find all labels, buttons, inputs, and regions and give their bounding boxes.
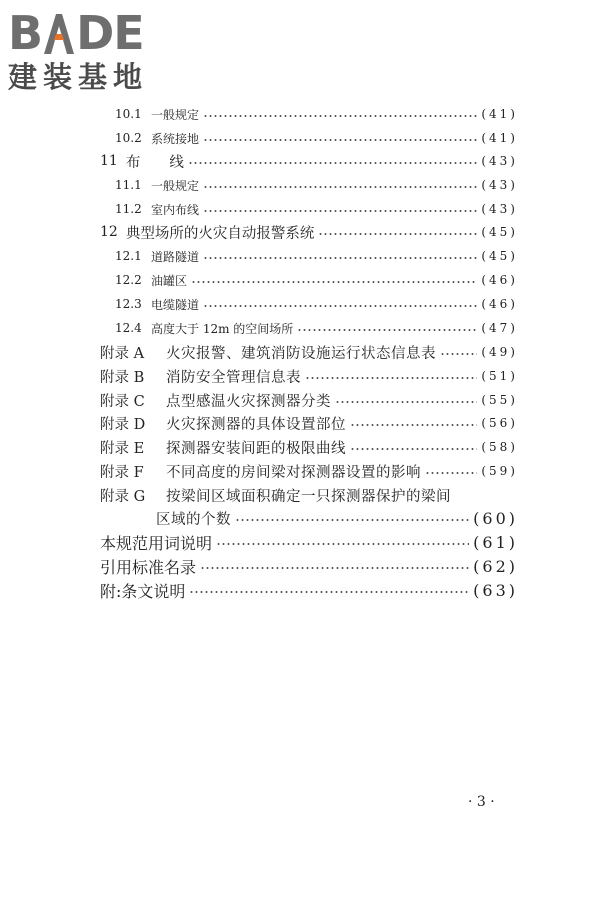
toc-entry-number: 附录 E xyxy=(100,440,145,457)
toc-dot-leader xyxy=(189,591,469,593)
toc-dot-leader xyxy=(203,115,477,117)
toc-entry-page: (55) xyxy=(481,393,518,407)
page-number: · 3 · xyxy=(468,794,495,810)
toc-dot-leader xyxy=(203,186,477,188)
toc-dot-leader xyxy=(188,162,478,164)
logo-wordmark xyxy=(8,6,178,60)
toc-entry[interactable] xyxy=(115,293,518,315)
toc-dot-leader xyxy=(425,472,477,474)
toc-entry-page: (61) xyxy=(473,532,518,552)
toc-entry-title: 附:条文说明 xyxy=(100,581,186,601)
toc-entry-page: (41) xyxy=(481,107,518,121)
toc-entry-title: 不同高度的房间梁对探测器设置的影响 xyxy=(166,464,421,481)
toc-entry-page: (43) xyxy=(481,154,518,168)
toc-entry-number: 10.1 xyxy=(115,107,142,121)
toc-entry-number: 10.2 xyxy=(115,131,142,145)
toc-entry[interactable] xyxy=(156,507,518,529)
toc-entry-page: (47) xyxy=(481,321,518,335)
toc-dot-leader xyxy=(235,519,469,521)
toc-entry[interactable] xyxy=(100,221,518,243)
toc-entry[interactable] xyxy=(115,127,518,149)
toc-entry-title: 探测器安装间距的极限曲线 xyxy=(166,440,346,457)
toc-entry-title: 点型感温火灾探测器分类 xyxy=(166,393,331,410)
toc-entry-page: (63) xyxy=(473,580,518,600)
toc-dot-leader xyxy=(440,353,477,355)
toc-entry[interactable] xyxy=(115,198,518,220)
toc-entry[interactable] xyxy=(100,436,518,458)
toc-entry-number: 附录 B xyxy=(100,369,145,386)
logo-letter-a-icon xyxy=(42,10,76,56)
toc-entry-title: 按梁间区域面积确定一只探测器保护的梁间 xyxy=(166,488,451,505)
toc-entry-page: (46) xyxy=(481,273,518,287)
toc-dot-leader xyxy=(305,377,477,379)
bade-logo xyxy=(8,6,178,96)
toc-entry-number: 12.2 xyxy=(115,273,142,287)
toc-dot-leader xyxy=(203,257,477,259)
toc-entry-page: (45) xyxy=(481,225,518,239)
toc-entry-title: 区域的个数 xyxy=(156,511,231,528)
toc-entry-page: (58) xyxy=(481,440,518,454)
toc-entry[interactable] xyxy=(100,460,518,482)
toc-entry[interactable] xyxy=(115,269,518,291)
toc-entry[interactable] xyxy=(100,341,518,363)
toc-entry-title: 高度大于 12m 的空间场所 xyxy=(151,321,294,336)
logo-chinese-text: 建装基地 xyxy=(8,60,149,94)
toc-entry[interactable] xyxy=(100,365,518,387)
toc-dot-leader xyxy=(203,210,477,212)
toc-entry-title: 室内布线 xyxy=(151,202,200,217)
toc-entry[interactable] xyxy=(100,389,518,411)
toc-entry-page: (46) xyxy=(481,297,518,311)
toc-entry-page: (41) xyxy=(481,131,518,145)
toc-dot-leader xyxy=(216,543,469,545)
toc-entry-title: 消防安全管理信息表 xyxy=(166,369,301,386)
toc-entry-number: 12.1 xyxy=(115,249,142,263)
toc-entry-number: 12.4 xyxy=(115,321,142,335)
toc-entry-page: (60) xyxy=(473,508,518,528)
toc-entry-number: 附录 D xyxy=(100,416,146,433)
toc-dot-leader xyxy=(335,401,477,403)
toc-entry[interactable] xyxy=(100,555,518,577)
toc-entry[interactable] xyxy=(115,103,518,125)
toc-entry-number: 12.3 xyxy=(115,297,142,311)
toc-entry-title: 油罐区 xyxy=(151,273,188,288)
toc-entry[interactable] xyxy=(115,317,518,339)
toc-entry-page: (43) xyxy=(481,202,518,216)
toc-entry-title: 本规范用词说明 xyxy=(100,533,213,553)
toc-entry[interactable] xyxy=(100,579,518,601)
toc-entry-page: (56) xyxy=(481,416,518,430)
toc-entry-title: 布 线 xyxy=(125,154,184,171)
toc-entry[interactable] xyxy=(100,484,451,506)
toc-entry-page: (45) xyxy=(481,249,518,263)
toc-entry-page: (59) xyxy=(481,464,518,478)
toc-entry-title: 引用标准名录 xyxy=(100,557,197,577)
toc-dot-leader xyxy=(318,233,477,235)
toc-dot-leader xyxy=(200,567,469,569)
toc-entry-page: (62) xyxy=(473,556,518,576)
toc-dot-leader xyxy=(203,139,477,141)
toc-entry-number: 11.1 xyxy=(115,178,142,192)
toc-entry-title: 一般规定 xyxy=(151,178,200,193)
toc-entry[interactable] xyxy=(100,150,518,172)
logo-letter-b: B xyxy=(8,6,43,60)
toc-entry-number: 附录 G xyxy=(100,488,146,505)
toc-entry-title: 电缆隧道 xyxy=(151,297,200,312)
toc-entry-title: 一般规定 xyxy=(151,107,200,122)
toc-dot-leader xyxy=(203,305,477,307)
toc-entry-title: 系统接地 xyxy=(151,131,200,146)
toc-entry[interactable] xyxy=(100,531,518,553)
toc-entry-title: 道路隧道 xyxy=(151,249,200,264)
toc-dot-leader xyxy=(191,281,477,283)
toc-entry-title: 火灾探测器的具体设置部位 xyxy=(166,416,346,433)
toc-entry[interactable] xyxy=(115,174,518,196)
toc-dot-leader xyxy=(350,448,477,450)
toc-entry[interactable] xyxy=(115,245,518,267)
logo-letters-de: DE xyxy=(76,6,144,60)
toc-entry[interactable] xyxy=(100,412,518,434)
toc-entry-number: 附录 A xyxy=(100,345,145,362)
toc-entry-number: 附录 F xyxy=(100,464,144,481)
toc-entry-page: (43) xyxy=(481,178,518,192)
toc-entry-number: 11 xyxy=(100,153,118,169)
toc-dot-leader xyxy=(350,424,477,426)
toc-entry-number: 附录 C xyxy=(100,393,145,410)
toc-entry-title: 典型场所的火灾自动报警系统 xyxy=(125,225,315,242)
toc-entry-title: 火灾报警、建筑消防设施运行状态信息表 xyxy=(166,345,436,362)
toc-dot-leader xyxy=(297,329,477,331)
toc-entry-number: 12 xyxy=(100,224,118,240)
toc-entry-page: (49) xyxy=(481,345,518,359)
toc-entry-page: (51) xyxy=(481,369,518,383)
toc-entry-number: 11.2 xyxy=(115,202,142,216)
